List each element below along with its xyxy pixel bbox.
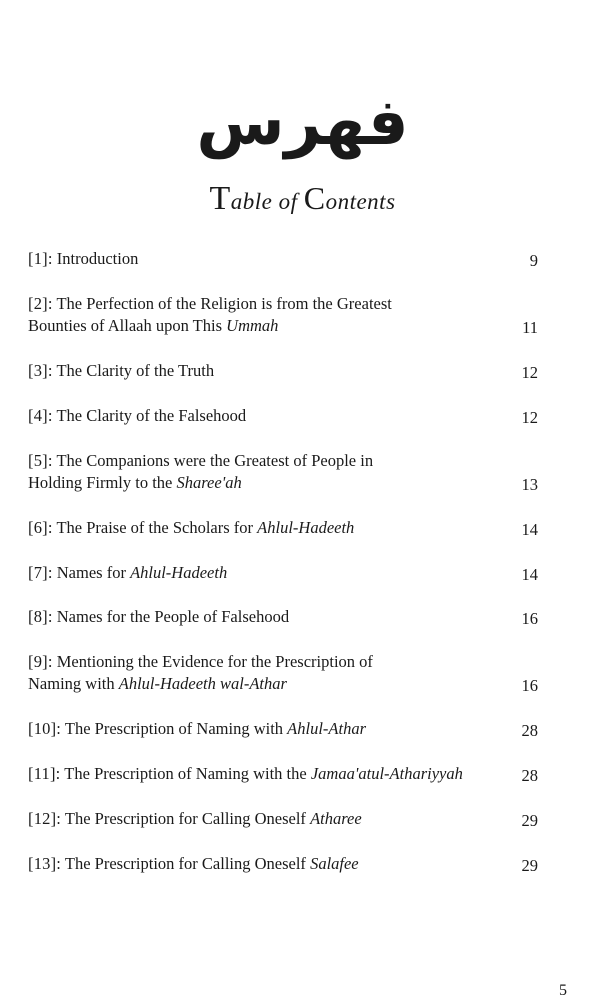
toc-entry-text: Naming with (28, 674, 119, 693)
toc-entry-code: [13]: (28, 854, 62, 873)
toc-entry-line (28, 517, 538, 539)
toc-entry[interactable] (28, 651, 538, 695)
toc-entry-text: Holding Firmly to the (28, 473, 177, 492)
toc-entry-code: [2]: (28, 294, 53, 313)
page-folio: 5 (559, 982, 567, 999)
toc-entry[interactable] (28, 763, 538, 785)
toc-entry-page-number: 9 (529, 251, 538, 270)
toc-entry-page-number: 14 (521, 520, 538, 539)
toc-entry-italic: Ahlul-Hadeeth (257, 518, 355, 537)
toc-entry-line (28, 808, 538, 830)
toc-entry-line (28, 718, 538, 740)
toc-entry-line (28, 472, 538, 494)
toc-entry-text: Mentioning the Evidence for the Prescription of (56, 652, 373, 671)
toc-entry-code: [3]: (28, 361, 53, 380)
toc-entry-page-number: 28 (521, 766, 538, 785)
toc-entry-text: The Prescription for Calling Oneself (64, 809, 311, 828)
toc-entry-line (28, 606, 538, 628)
toc-entry-line (28, 853, 538, 875)
toc-entry[interactable] (28, 293, 538, 337)
toc-entry-italic: Salafee (310, 854, 359, 873)
toc-entry-italic: Atharee (310, 809, 362, 828)
heading-initial-t: T (209, 180, 231, 217)
toc-entry[interactable] (28, 405, 538, 427)
toc-entry-text: The Clarity of the Falsehood (56, 406, 247, 425)
toc-entry-code: [9]: (28, 652, 53, 671)
toc-entry-text: The Companions were the Greatest of People in (56, 451, 374, 470)
toc-entry-text: The Perfection of the Religion is from the Greatest (56, 294, 392, 313)
toc-entry-text: Names for the People of Falsehood (56, 607, 290, 626)
toc-entry-code: [7]: (28, 563, 53, 582)
toc-entry-italic: Sharee'ah (176, 473, 242, 492)
toc-entry-code: [1]: (28, 249, 53, 268)
toc-entry[interactable] (28, 450, 538, 494)
toc-entry-line (28, 562, 538, 584)
toc-entry-line (28, 315, 538, 337)
toc-entry-italic: Jamaa'atul-Athariyyah (310, 764, 463, 783)
toc-entry[interactable] (28, 718, 538, 740)
toc-entry[interactable] (28, 808, 538, 830)
toc-entry-italic: Ahlul-Hadeeth wal-Athar (118, 674, 287, 693)
toc-entry-text: The Clarity of the Truth (56, 361, 215, 380)
toc-entry-page-number: 13 (521, 475, 538, 494)
toc-entry-text: Names for (56, 563, 131, 582)
toc-entry-page-number: 29 (521, 856, 538, 875)
arabic-heading: فهرس (196, 86, 409, 160)
toc-entry[interactable] (28, 853, 538, 875)
toc-entry-page-number: 29 (521, 811, 538, 830)
toc-entry-italic: Ummah (226, 316, 279, 335)
toc-entry-line (28, 673, 538, 695)
heading-end: ontents (325, 189, 396, 214)
toc-entry-line (28, 763, 538, 785)
toc-entry-page-number: 16 (521, 609, 538, 628)
toc-entry-code: [5]: (28, 451, 53, 470)
toc-entry[interactable] (28, 606, 538, 628)
toc-entry-page-number: 12 (521, 408, 538, 427)
heading-mid: able of (230, 189, 304, 214)
toc-entry-code: [12]: (28, 809, 62, 828)
toc-entry-italic: Ahlul-Athar (287, 719, 366, 738)
toc-entry-text: Bounties of Allaah upon This (28, 316, 227, 335)
toc-entry-text: The Prescription of Naming with the (64, 764, 311, 783)
toc-entry-text: The Praise of the Scholars for (56, 518, 258, 537)
toc-entry-page-number: 12 (521, 363, 538, 382)
toc-entry-text: Introduction (56, 249, 139, 268)
toc-entry[interactable] (28, 360, 538, 382)
toc-entry[interactable] (28, 248, 538, 270)
heading-initial-c: C (303, 180, 326, 216)
toc-entry-line (28, 405, 538, 427)
toc-entry-line (28, 450, 538, 472)
toc-entry-code: [11]: (28, 764, 61, 783)
toc-entry-page-number: 28 (521, 721, 538, 740)
toc-entry-code: [6]: (28, 518, 53, 537)
toc-entry-code: [4]: (28, 406, 53, 425)
toc-entry-italic: Ahlul-Hadeeth (130, 563, 228, 582)
toc-entry-page-number: 16 (521, 676, 538, 695)
toc-entry[interactable] (28, 562, 538, 584)
toc-entry-page-number: 14 (521, 565, 538, 584)
toc-entry[interactable] (28, 517, 538, 539)
toc-entry-line (28, 293, 538, 315)
toc-entry-line (28, 360, 538, 382)
toc-entry-text: The Prescription for Calling Oneself (64, 854, 311, 873)
toc-entry-text: The Prescription of Naming with (64, 719, 288, 738)
toc-entry-line (28, 651, 538, 673)
toc-entry-code: [10]: (28, 719, 62, 738)
toc-entry-code: [8]: (28, 607, 53, 626)
toc-entry-page-number: 11 (522, 318, 538, 337)
toc-entry-line (28, 248, 538, 270)
